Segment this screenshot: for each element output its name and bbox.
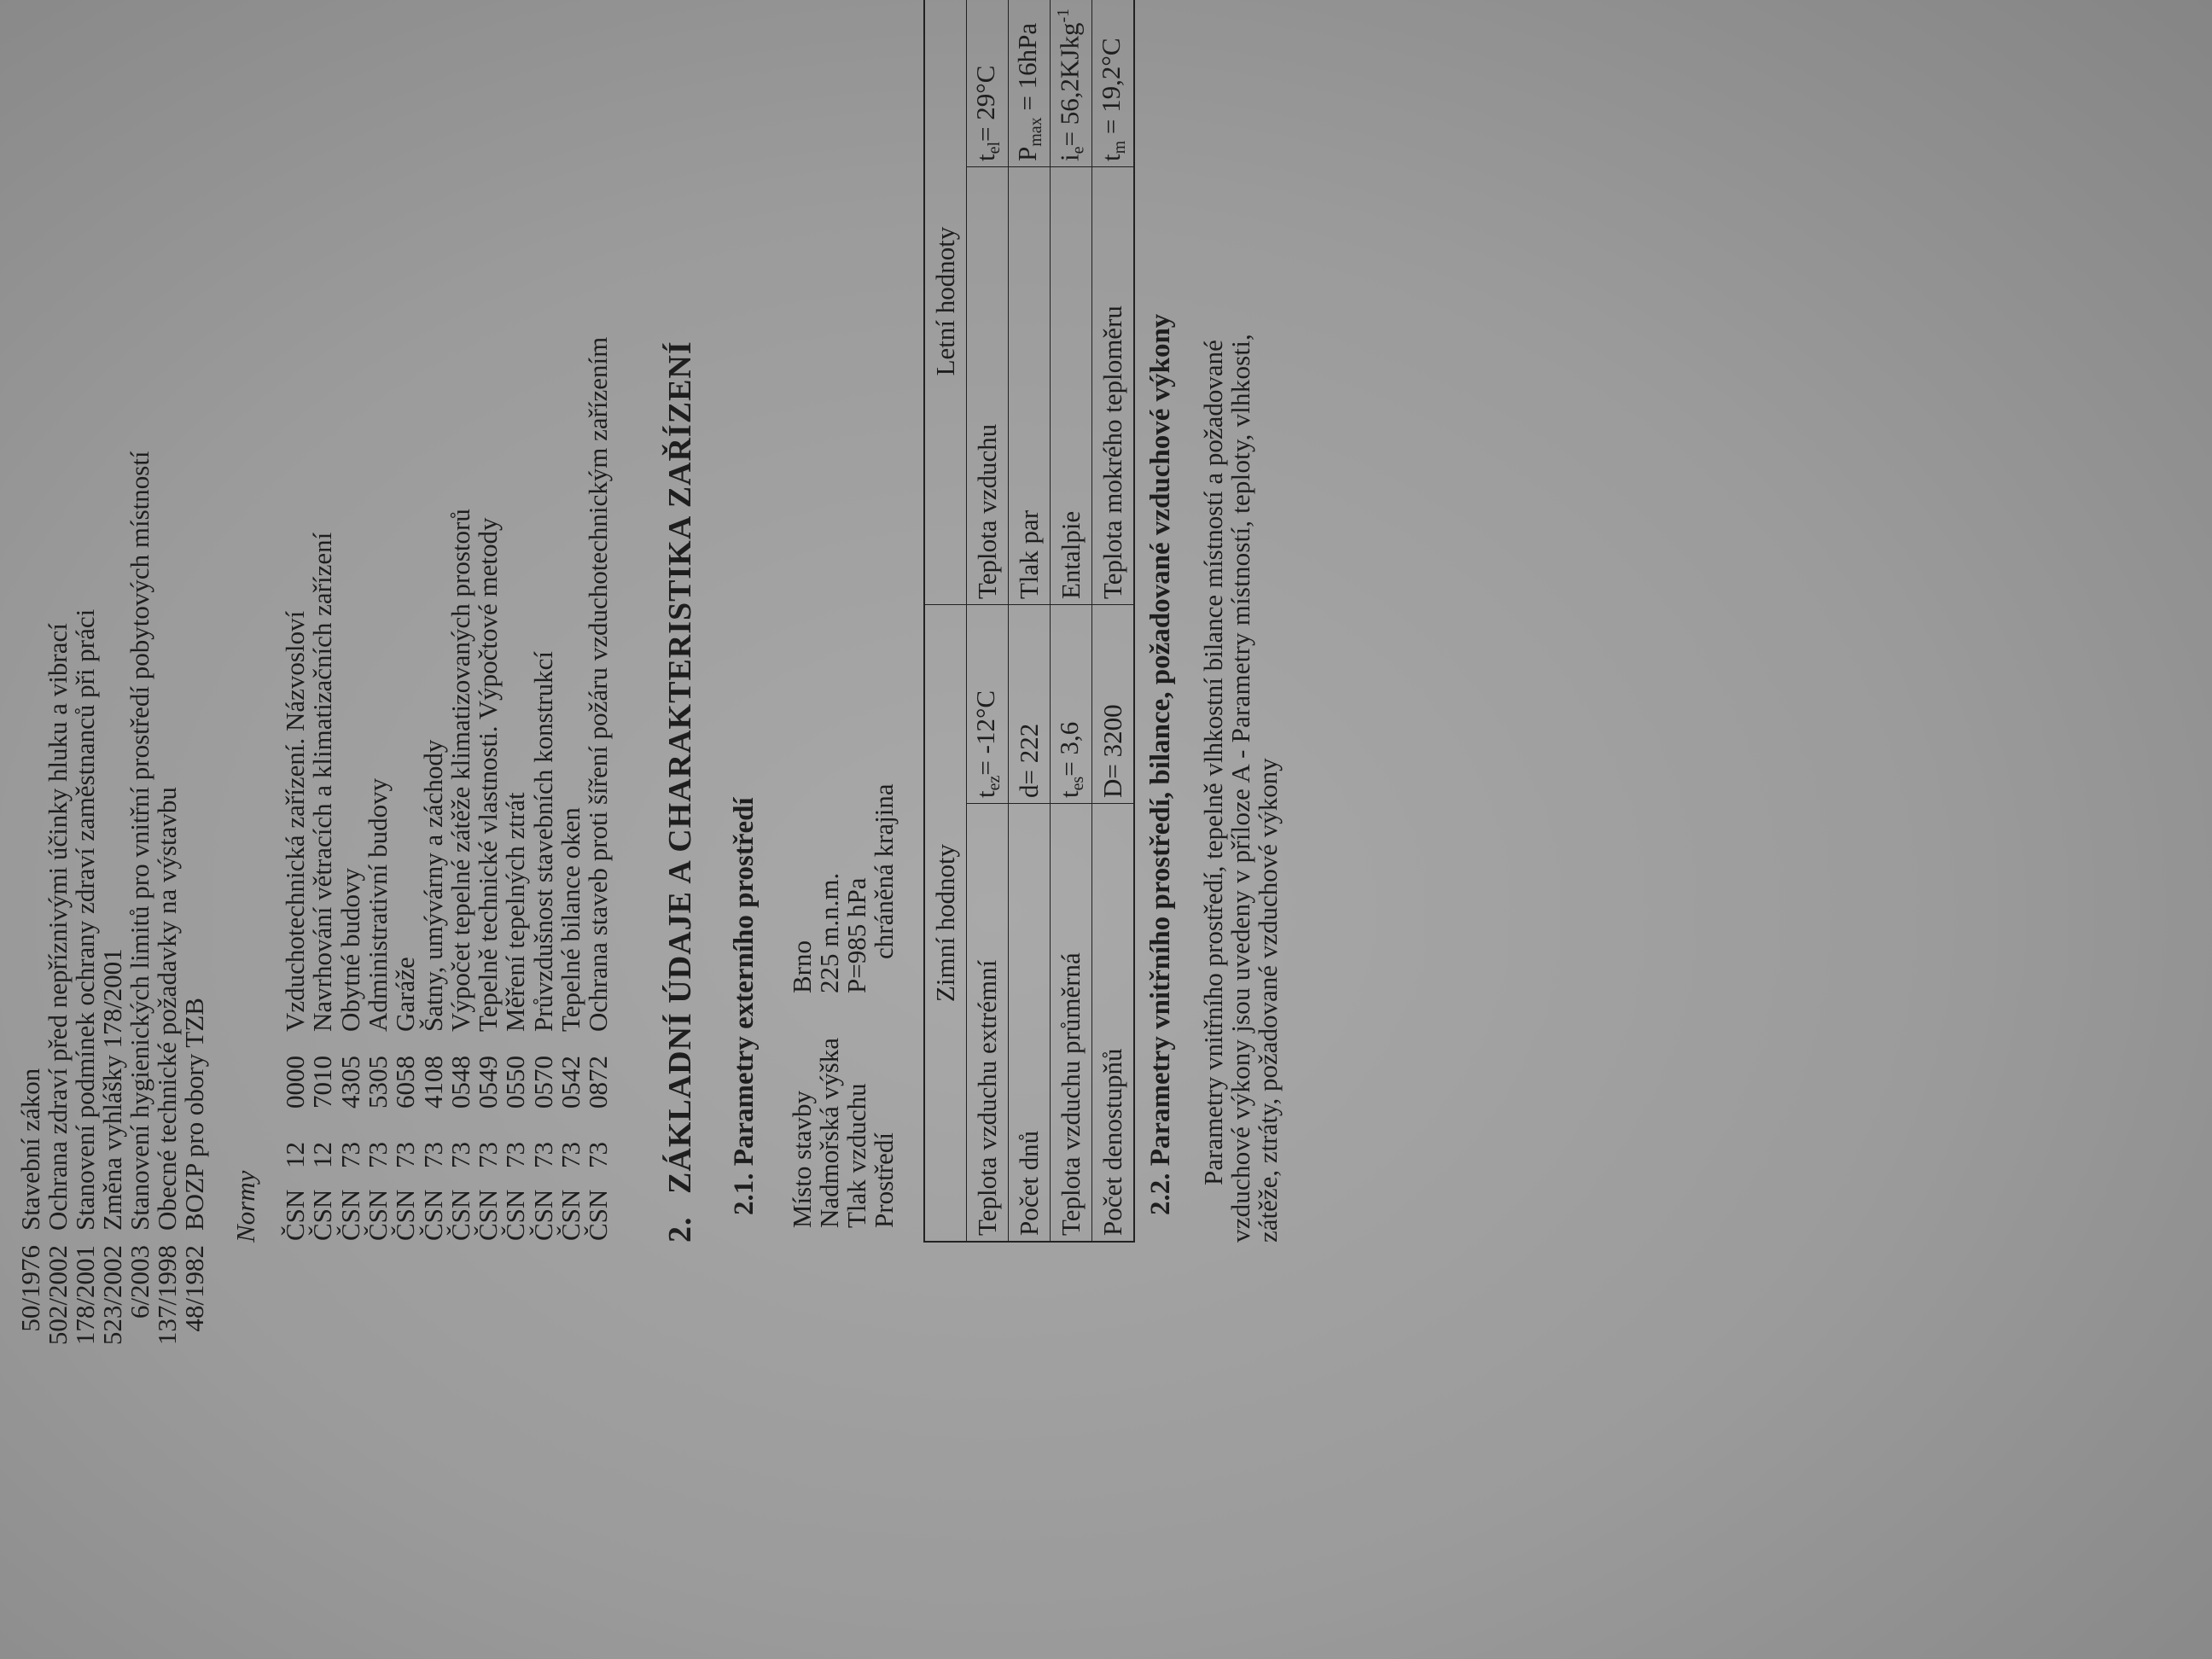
summer-value bbox=[967, 0, 1009, 167]
winter-value bbox=[1051, 605, 1092, 804]
norm-class: 73 bbox=[583, 1142, 613, 1168]
section-2-2-heading: 2.2. Parametry vnitřního prostředí, bilance, požadované vzduchové výkony bbox=[1145, 313, 1176, 1215]
norm-description: Administrativní budovy bbox=[363, 777, 393, 1032]
winter-label: Počet denostupňů bbox=[1092, 804, 1135, 1243]
climate-values-table bbox=[923, 0, 1135, 1243]
summer-value bbox=[1009, 0, 1051, 167]
norm-description: Vzduchotechnická zařízení. Názvosloví bbox=[280, 610, 310, 1032]
norm-description: Navrhování větracích a klimatizačních zařízení bbox=[307, 532, 337, 1032]
norm-description: Ochrana staveb proti šíření požáru vzduchotechnickým zařízením bbox=[583, 336, 613, 1032]
norm-prefix: ČSN bbox=[583, 1189, 613, 1241]
winter-label: Počet dnů bbox=[1009, 804, 1051, 1243]
norm-code: 0542 bbox=[556, 1056, 585, 1109]
param-label: Prostředí bbox=[869, 1132, 899, 1228]
summer-value-subscript: m bbox=[1110, 140, 1129, 154]
norm-description: Garáže bbox=[390, 957, 420, 1032]
param-label: Nadmořská výška bbox=[814, 1038, 844, 1228]
summer-label: Entalpie bbox=[1051, 167, 1092, 605]
summer-value-value: = 19,2°C bbox=[1096, 38, 1126, 141]
norm-class: 73 bbox=[445, 1142, 475, 1168]
norm-description: Tepelné bilance oken bbox=[556, 807, 585, 1032]
param-value: Brno bbox=[787, 940, 817, 993]
law-number: 48/1982 bbox=[179, 1245, 209, 1332]
norm-class: 73 bbox=[390, 1142, 420, 1168]
norm-prefix: ČSN bbox=[390, 1189, 420, 1241]
norm-prefix: ČSN bbox=[418, 1189, 448, 1241]
norm-prefix: ČSN bbox=[473, 1189, 503, 1241]
norm-prefix: ČSN bbox=[528, 1189, 558, 1241]
winter-value-value: D= 3200 bbox=[1097, 704, 1127, 798]
winter-label: Teplota vzduchu průměrná bbox=[1051, 804, 1092, 1243]
norm-class: 73 bbox=[500, 1142, 530, 1168]
law-description: Změna vyhlášky 178/2001 bbox=[97, 948, 127, 1231]
param-label: Místo stavby bbox=[787, 1090, 817, 1228]
summer-value-subscript: max bbox=[1027, 117, 1045, 147]
norm-prefix: ČSN bbox=[335, 1189, 365, 1241]
norm-code: 0549 bbox=[473, 1056, 503, 1109]
norm-prefix: ČSN bbox=[363, 1189, 393, 1241]
summer-value-value: = 29°C bbox=[970, 65, 1000, 142]
norm-description: Měření tepelných ztrát bbox=[500, 792, 530, 1032]
summer-value-subscript: el bbox=[985, 141, 1004, 154]
winter-value bbox=[967, 605, 1009, 804]
summer-label: Teplota vzduchu bbox=[967, 167, 1009, 605]
summer-label: Tlak par bbox=[1009, 167, 1051, 605]
norm-code: 0548 bbox=[445, 1056, 475, 1109]
winter-value-value: d= 222 bbox=[1014, 723, 1044, 798]
norm-prefix: ČSN bbox=[556, 1189, 585, 1241]
winter-value-symbol: t bbox=[970, 790, 1000, 798]
section-2-title: ZÁKLADNÍ ÚDAJE A CHARAKTERISTIKA ZAŘÍZENÍ bbox=[662, 341, 698, 1194]
norm-code: 4305 bbox=[335, 1056, 365, 1109]
winter-value-subscript: ez bbox=[985, 775, 1004, 791]
winter-value bbox=[1092, 605, 1135, 804]
norm-description: Průvzdušnost stavebních konstrukcí bbox=[528, 650, 558, 1032]
norm-code: 7010 bbox=[307, 1056, 337, 1109]
norm-class: 73 bbox=[335, 1142, 365, 1168]
summer-value-symbol: t bbox=[970, 154, 1000, 161]
norm-prefix: ČSN bbox=[307, 1189, 337, 1241]
param-label: Tlak vzduchu bbox=[841, 1083, 871, 1228]
table-row bbox=[1051, 0, 1092, 1242]
param-value: 225 m.n.m. bbox=[814, 872, 844, 993]
law-number: 6/2003 bbox=[125, 1245, 154, 1319]
law-description: Stanovení podmínek ochrany zdraví zaměstnanců při práci bbox=[70, 608, 100, 1231]
norm-prefix: ČSN bbox=[445, 1189, 475, 1241]
norm-description: Tepelně technické vlastnosti. Výpočtové metody bbox=[473, 517, 503, 1032]
summer-value bbox=[1092, 0, 1135, 167]
norm-description: Výpočet tepelné zátěže klimatizovaných prostorů bbox=[445, 509, 475, 1032]
winter-label: Teplota vzduchu extrémní bbox=[967, 804, 1009, 1243]
norm-class: 73 bbox=[363, 1142, 393, 1168]
section-2-2-para-line-2: vzduchové výkony jsou uvedeny v příloze A - Parametry místností, teploty, vlhkosti, bbox=[1225, 334, 1255, 1243]
table-row bbox=[967, 0, 1009, 1242]
winter-value-subscript: es bbox=[1068, 776, 1087, 791]
norm-prefix: ČSN bbox=[500, 1189, 530, 1241]
summer-value-symbol: i bbox=[1054, 154, 1085, 161]
table-header-summer: Letní hodnoty bbox=[924, 0, 967, 605]
norm-code: 4108 bbox=[418, 1056, 448, 1109]
norm-class: 73 bbox=[418, 1142, 448, 1168]
param-value: chráněná krajina bbox=[869, 783, 899, 959]
norm-class: 12 bbox=[280, 1142, 310, 1168]
summer-value bbox=[1051, 0, 1092, 167]
param-value: P=985 hPa bbox=[841, 877, 871, 993]
norm-class: 12 bbox=[307, 1142, 337, 1168]
summer-value-value: = 56,2KJkg bbox=[1054, 22, 1085, 147]
summer-value-symbol: P bbox=[1012, 146, 1042, 161]
law-number: 50/1976 bbox=[15, 1245, 45, 1332]
summer-value-symbol: t bbox=[1096, 154, 1126, 161]
norm-class: 73 bbox=[528, 1142, 558, 1168]
summer-value-value: = 16hPa bbox=[1012, 22, 1042, 118]
winter-value-value: = -12°C bbox=[970, 690, 1000, 776]
summer-label: Teplota mokrého teploměru bbox=[1092, 167, 1135, 605]
law-description: Stanovení hygienických limitů pro vnitřní prostředí pobytových místností bbox=[125, 451, 154, 1231]
norm-description: Obytné budovy bbox=[335, 867, 365, 1032]
table-row bbox=[1009, 0, 1051, 1242]
norm-code: 0570 bbox=[528, 1056, 558, 1109]
norms-heading: Normy bbox=[230, 1170, 260, 1243]
norm-code: 6058 bbox=[390, 1056, 420, 1109]
table-row bbox=[1092, 0, 1135, 1242]
section-2-number: 2. bbox=[662, 1216, 698, 1243]
norm-class: 73 bbox=[473, 1142, 503, 1168]
norm-description: Šatny, umývárny a záchody bbox=[418, 739, 448, 1032]
section-2-2-para-line-1: Parametry vnitřního prostředí, tepelně vlhkostní bilance místností a požadované bbox=[1198, 340, 1228, 1185]
law-number: 137/1998 bbox=[152, 1245, 182, 1346]
summer-value-subscript: e bbox=[1068, 146, 1088, 154]
winter-value bbox=[1009, 605, 1051, 804]
section-2-1-heading: 2.1. Parametry externího prostředí bbox=[729, 797, 760, 1215]
law-number: 523/2002 bbox=[97, 1245, 127, 1346]
law-number: 502/2002 bbox=[43, 1245, 73, 1346]
norm-code: 0872 bbox=[583, 1056, 613, 1109]
norm-class: 73 bbox=[556, 1142, 585, 1168]
norm-code: 0000 bbox=[280, 1056, 310, 1109]
summer-value-superscript: -1 bbox=[1053, 8, 1073, 23]
table-header-winter: Zimní hodnoty bbox=[924, 605, 967, 1243]
norm-code: 5305 bbox=[363, 1056, 393, 1109]
law-description: Obecné technické požadavky na výstavbu bbox=[152, 787, 182, 1231]
norm-prefix: ČSN bbox=[280, 1189, 310, 1241]
norm-code: 0550 bbox=[500, 1056, 530, 1109]
winter-value-symbol: t bbox=[1054, 790, 1084, 798]
law-description: Stavební zákon bbox=[15, 1068, 45, 1231]
law-number: 178/2001 bbox=[70, 1245, 100, 1346]
section-2-2-para-line-3: zátěže, ztráty, požadované vzduchové výkony bbox=[1253, 758, 1283, 1243]
law-description: BOZP pro obory TZB bbox=[179, 998, 209, 1231]
winter-value-value: = 3,6 bbox=[1054, 721, 1084, 777]
law-description: Ochrana zdraví před nepříznivými účinky hluku a vibrací bbox=[43, 623, 73, 1231]
